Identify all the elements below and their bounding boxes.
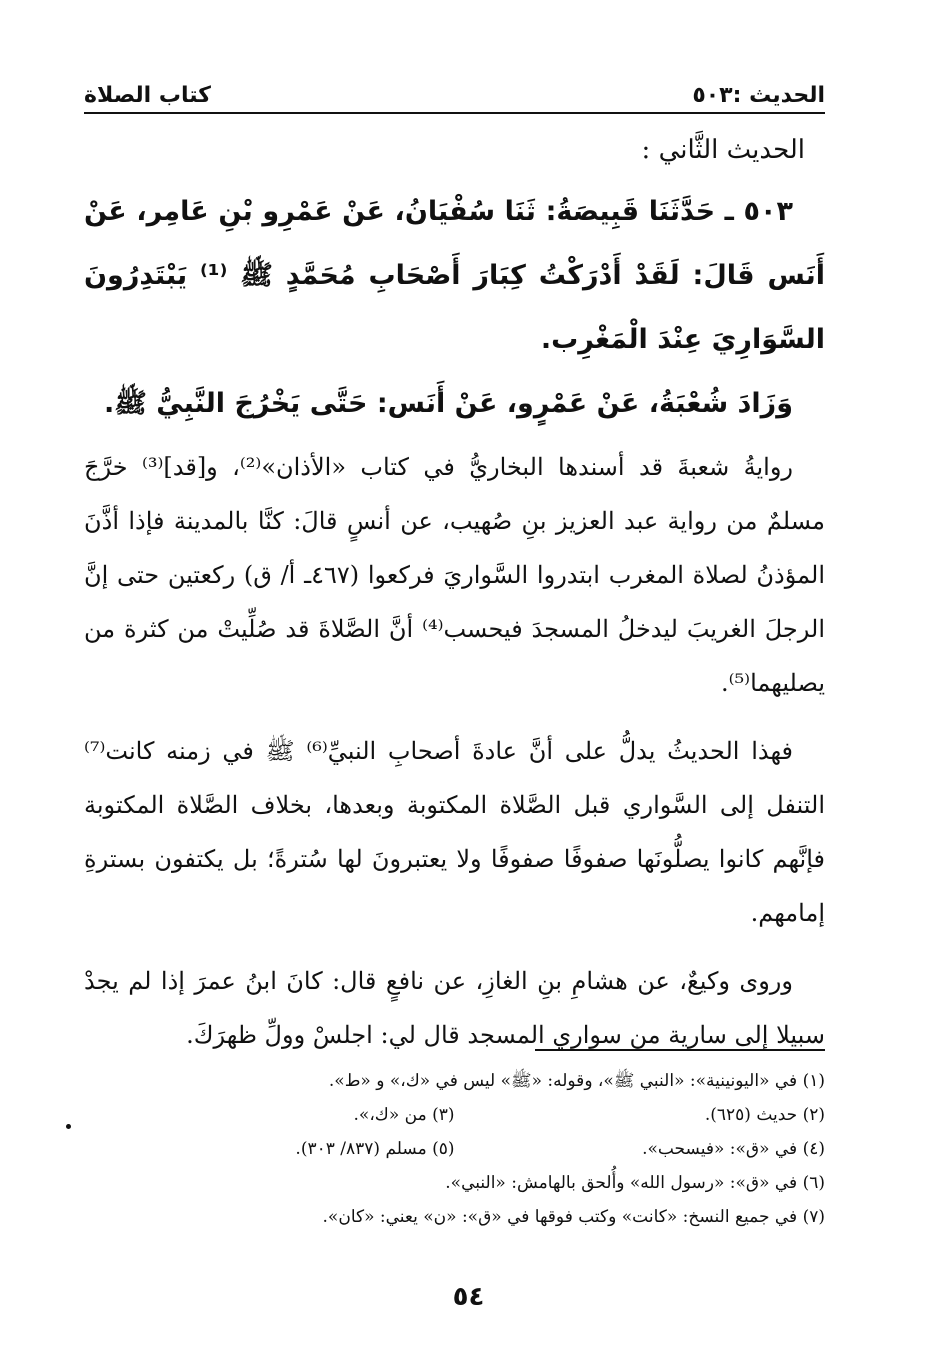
footnotes xyxy=(84,1064,825,1234)
commentary-paragraph-2: فهذا الحديثُ يدلُّ على أنَّ عادةَ أصحابِ النبيِّ⁽⁶⁾ ﷺ في زمنه كانت⁽⁷⁾ التنفل إلى السَّواري قبل الصَّلاة المكتوبة وبعدها، بخلاف الصَّلاة المكتوبة فإنَّهم كانوا يصلُّونَها صفوفًا صفوفًا ولا يعتبرونَ لها سُترةً؛ بل يكتفون بسترةِ إمامهم. xyxy=(84,737,825,927)
footnote-1: (١) في «اليونينية»: «النبي ﷺ»، وقوله: «ﷺ» ليس في «ك،» و «ط». xyxy=(328,1071,825,1091)
header-hadith-number: الحديث :٥٠٣ xyxy=(692,83,825,108)
footnote-3: (٣) من «ك،». xyxy=(353,1105,455,1125)
footnote-row xyxy=(84,1132,825,1166)
footnote-2: (٢) حديث (٦٢٥). xyxy=(704,1105,825,1125)
footnote-divider xyxy=(535,1049,825,1051)
running-header xyxy=(84,70,825,114)
hadith-text: ٥٠٣ ـ حَدَّثَنَا قَبِيصَةُ: ثَنَا سُفْيَانُ، عَنْ عَمْرِو بْنِ عَامِر، عَنْ أَنَس قَالَ: لَقَدْ أَدْرَكْتُ كِبَارَ أَصْحَابِ مُحَمَّدٍ ﷺ ⁽¹⁾ يَبْتَدِرُونَ السَّوَارِيَ عِنْدَ الْمَغْرِب. xyxy=(84,196,825,355)
footnote-row xyxy=(84,1166,825,1200)
footnote-6: (٦) في «ق»: «رسول الله» وأُلحق بالهامش: «النبي». xyxy=(445,1173,825,1193)
footnote-7: (٧) في جميع النسخ: «كانت» وكتب فوقها في «ق»: «ن» يعني: «كان». xyxy=(322,1207,825,1227)
footnote-row xyxy=(84,1098,825,1132)
commentary-paragraph-3: وروى وكيعٌ، عن هشامِ بنِ الغازِ، عن نافعٍ قال: كانَ ابنُ عمرَ إذا لم يجدْ سبيلا إلى سارية من سواري المسجد قال لي: اجلسْ وولِّ ظهرَكَ. xyxy=(84,967,825,1049)
footnote-row xyxy=(84,1200,825,1234)
hadith-addition: وَزَادَ شُعْبَةُ، عَنْ عَمْرٍو، عَنْ أَنَس: حَتَّى يَخْرُجَ النَّبِيُّ ﷺ. xyxy=(104,388,793,419)
section-title: الحديث الثَّاني : xyxy=(641,135,805,165)
margin-dot xyxy=(66,1124,71,1129)
footnote-row xyxy=(84,1064,825,1098)
main-content xyxy=(84,128,825,1076)
header-book-title: كتاب الصلاة xyxy=(84,83,211,108)
page-number: ٥٤ xyxy=(452,1282,485,1312)
footnote-4: (٤) في «ق»: «فيسحب». xyxy=(642,1139,825,1159)
commentary-paragraph-1: روايةُ شعبةَ قد أسندها البخاريُّ في كتاب «الأذان»⁽²⁾، و[قد]⁽³⁾ خرَّجَ مسلمٌ من رواية عبد العزيز بنِ صُهيب، عن أنسٍ قالَ: كنَّا بالمدينة فإذا أذَّنَ المؤذنُ لصلاة المغرب ابتدروا السَّواريَ فركعوا (٤٦٧ـ أ/ ق) ركعتين حتى إنَّ الرجلَ الغريبَ ليدخلُ المسجدَ فيحسب⁽⁴⁾ أنَّ الصَّلاةَ قد صُلِّيتْ من كثرة من يصليهما⁽⁵⁾. xyxy=(84,453,825,697)
footnote-5: (٥) مسلم (٨٣٧/ ٣٠٣). xyxy=(295,1139,455,1159)
